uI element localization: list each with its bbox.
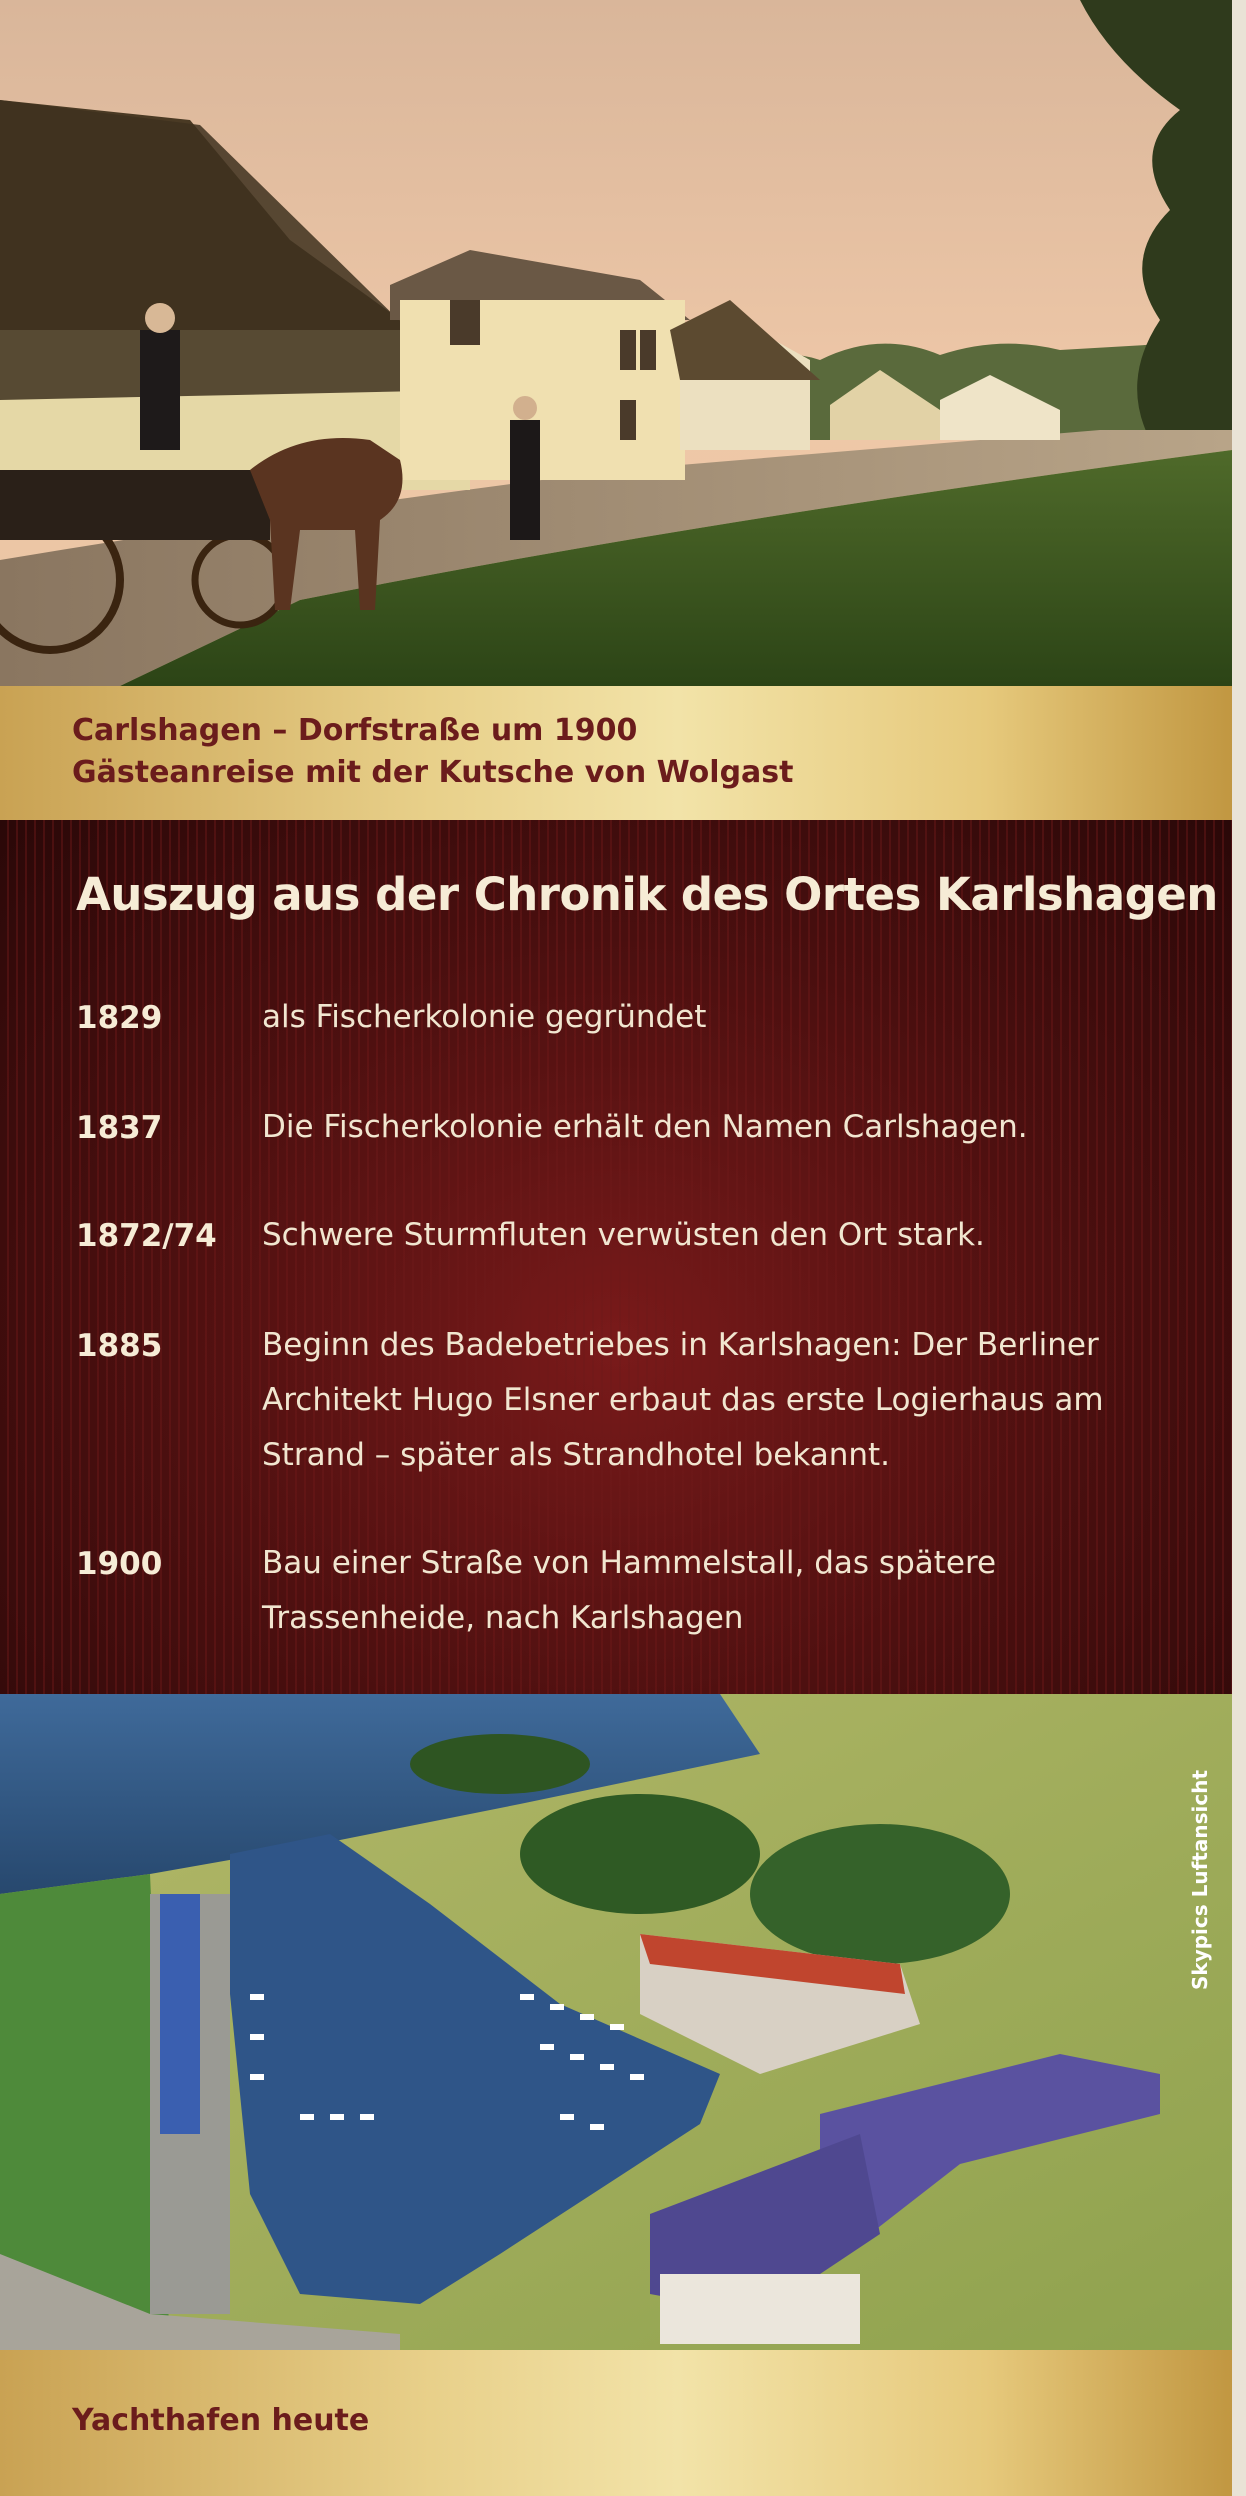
bottom-caption: Yachthafen heute: [72, 2403, 370, 2438]
top-caption-band: [0, 686, 1232, 820]
historic-village-photo: [0, 0, 1232, 686]
entry-text: Die Fischerkolonie erhält den Namen Carlshagen.: [262, 1109, 1028, 1145]
caption-line-2: Gästeanreise mit der Kutsche von Wolgast: [72, 755, 794, 790]
entry-text: Bau einer Straße von Hammelstall, das spätere Trassenheide, nach Karlshagen: [262, 1545, 997, 1636]
top-caption: [72, 710, 793, 794]
caption-line-1: Carlshagen – Dorfstraße um 1900: [72, 713, 638, 748]
entry-text: als Fischerkolonie gegründet: [262, 999, 707, 1035]
entry-year: 1829: [76, 1000, 163, 1036]
chronicle-panel: [0, 820, 1232, 1694]
photo-credit: Skypics Luftansicht: [1188, 1769, 1212, 1990]
entry-year: 1837: [76, 1110, 163, 1146]
chronicle-title: Auszug aus der Chronik des Ortes Karlshagen: [76, 868, 1218, 921]
page-edge: [1232, 0, 1246, 2496]
entry-year: 1872/74: [76, 1218, 217, 1254]
entry-text: Beginn des Badebetriebes in Karlshagen: Der Berliner Architekt Hugo Elsner erbaut das erste Logierhaus am Strand – später als Strandhotel bekannt.: [262, 1327, 1104, 1473]
bottom-caption-band: [0, 2350, 1232, 2496]
aerial-harbor-photo: [0, 1694, 1232, 2350]
entry-year: 1885: [76, 1328, 163, 1364]
entry-year: 1900: [76, 1546, 163, 1582]
entry-text: Schwere Sturmfluten verwüsten den Ort stark.: [262, 1217, 985, 1253]
